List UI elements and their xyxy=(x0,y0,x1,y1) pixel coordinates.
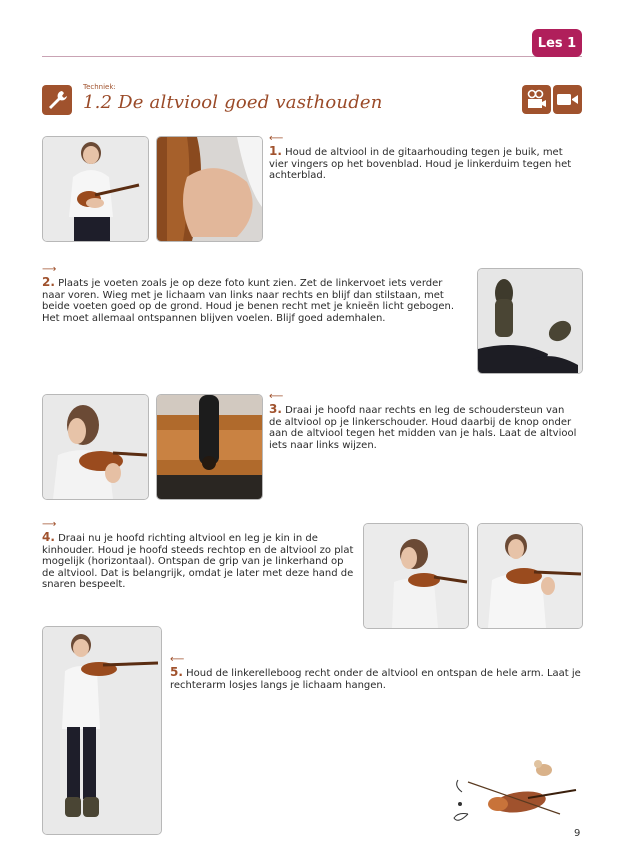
step-5-number: 5. xyxy=(170,665,183,679)
step-4-arrow: ⟶ xyxy=(42,519,57,530)
step-3-arrow: ⟵ xyxy=(269,391,284,402)
lesson-badge: Les 1 xyxy=(532,29,582,57)
step-2-body: Plaats je voeten zoals je op deze foto kunt zien. Zet de linkervoet iets verder naar voren. Wieg met je lichaam van links naar rechts en blijf dan stilstaan, met beide voeten goed op de grond. Houd je benen recht met je knieën licht gebogen. Het moet allemaal ontspannen blijven voelen. Blijf goed ademhalen. xyxy=(42,278,455,324)
photo-full-playing-posture xyxy=(42,626,162,835)
section-kicker: Techniek: xyxy=(83,83,116,91)
step-5-arrow: ⟵ xyxy=(170,654,185,665)
page-number: 9 xyxy=(574,828,581,839)
step-4-text xyxy=(42,532,354,591)
step-3-body: Draai je hoofd naar rechts en leg de schoudersteun van de altviool op je linkerschouder. Houd daarbij de knop onder aan de altviool tegen het midden van je hals. Laat de altviool iets naar links wijzen. xyxy=(269,405,577,451)
step-1-body: Houd de altviool in de gitaarhouding tegen je buik, met vier vingers op het bovenblad. Houd je linkerduim tegen het achterblad. xyxy=(269,147,572,181)
wrench-icon xyxy=(42,85,72,115)
film-camera-icon[interactable] xyxy=(522,85,551,114)
step-3-number: 3. xyxy=(269,402,282,416)
step-1-text xyxy=(269,146,577,182)
photo-chin-rest-side xyxy=(363,523,469,629)
header-rule xyxy=(42,56,582,57)
photo-shoulder-rest-side xyxy=(42,394,149,500)
step-2-number: 2. xyxy=(42,275,55,289)
step-1-arrow: ⟵ xyxy=(269,133,284,144)
step-4-body: Draai nu je hoofd richting altviool en leg je kin in de kinhouder. Houd je hoofd steeds rechtop en de altviool zo plat mogelijk (horizontaal). Ontspan de grip van je linkerhand op de altviool. Dat is belangrijk, omdat je later met deze hand de snaren bespeelt. xyxy=(42,533,354,590)
photo-chin-rest-front xyxy=(477,523,583,629)
step-2-text xyxy=(42,277,468,324)
photo-hand-on-viola xyxy=(156,136,263,242)
step-3-text xyxy=(269,404,579,451)
step-2-arrow: ⟶ xyxy=(42,264,57,275)
mouse-playing-viola-illustration xyxy=(448,752,580,832)
step-1-number: 1. xyxy=(269,144,282,158)
photo-feet-position xyxy=(477,268,583,374)
video-camera-icon[interactable] xyxy=(553,85,582,114)
section-title: 1.2 De altviool goed vasthouden xyxy=(83,92,383,113)
step-4-number: 4. xyxy=(42,530,55,544)
photo-girl-guitar-position xyxy=(42,136,149,242)
step-5-text xyxy=(170,667,582,691)
photo-viola-button-closeup xyxy=(156,394,263,500)
step-5-body: Houd de linkerelleboog recht onder de altviool en ontspan de hele arm. Laat je rechterarm losjes langs je lichaam hangen. xyxy=(170,668,581,691)
